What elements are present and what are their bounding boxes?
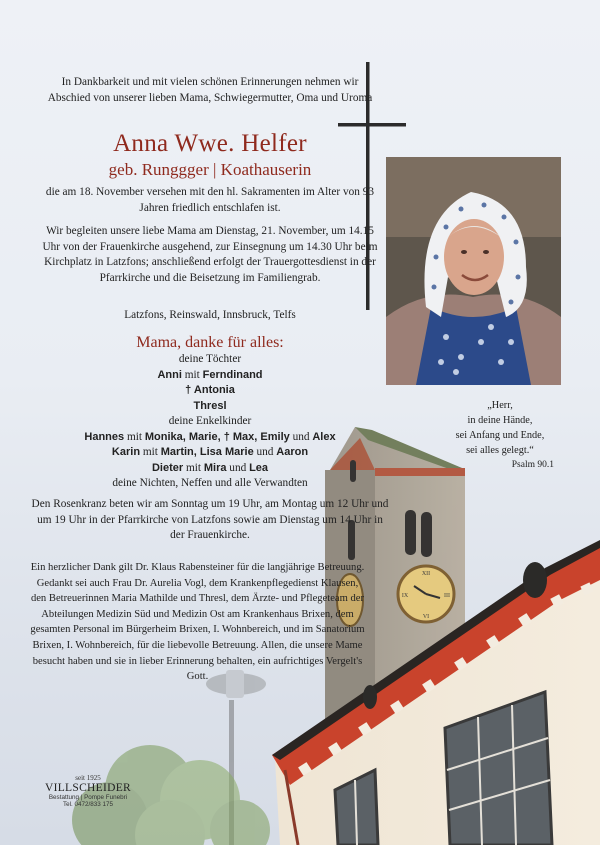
clock-numeral: III: [444, 593, 450, 599]
death-text: die am 18. November versehen mit den hl. Sakramenten im Alter von 93 Jahren friedlich entschlafen ist.: [45, 186, 375, 214]
funeral-text: Wir begleiten unsere liebe Mama am Dienstag, 21. November, um 14.15 Uhr von der Frauenkirche ausgehend, zur Einsegnung um 14.30 Uhr beim Kirchplatz in Latzfons; anschließend erfolgt der Trauergottesdienst in der Pfarrkirche und die Beisetzung im Familiengrab.: [42, 225, 378, 284]
family-line: [40, 383, 380, 399]
family-line: deine Nichten, Neffen und alle Verwandten: [112, 477, 308, 489]
logo-subtitle: Bestattung | Pompe Funebri: [48, 794, 128, 801]
connector: und: [289, 430, 313, 443]
connector: mit: [124, 430, 145, 443]
logo-since: seit 1925: [75, 774, 101, 782]
logo-brand: VILLSCHEIDER: [44, 782, 131, 794]
family-line: [40, 430, 380, 446]
clock-numeral: XII: [421, 571, 431, 577]
portrait-illustration: [386, 157, 561, 385]
connector: und: [253, 446, 277, 458]
family-member: Aaron: [276, 446, 309, 458]
quote-line: in deine Hände,: [467, 415, 533, 426]
family-member: Lea: [249, 461, 269, 474]
connector: mit: [183, 461, 204, 474]
family-list: [40, 352, 380, 492]
psalm-quote: [440, 398, 560, 473]
family-line: [40, 399, 380, 415]
places-line: Latzfons, Reinswald, Innsbruck, Telfs: [124, 309, 296, 321]
quote-reference: Psalm 90.1: [511, 460, 554, 470]
family-member: Hannes: [84, 430, 125, 443]
thanks-heading: Mama, danke für alles:: [136, 334, 284, 351]
family-member: Karin: [111, 446, 141, 458]
family-line: deine Töchter: [178, 353, 242, 365]
family-line: [40, 445, 380, 461]
portrait-photo: [386, 157, 561, 385]
family-line: deine Enkelkinder: [168, 415, 252, 427]
clock-numeral: VI: [422, 614, 430, 620]
logo-phone: Tel. 0472/833 175: [62, 801, 114, 808]
quote-line: „Herr,: [487, 400, 513, 411]
family-member: Anni: [157, 368, 182, 381]
family-member: Mira: [203, 461, 227, 474]
quote-line: sei Anfang und Ende,: [455, 430, 545, 441]
family-member: † Antonia: [185, 384, 235, 396]
family-line: [40, 368, 380, 384]
family-member: Thresl: [193, 399, 227, 412]
family-member: Martin, Lisa Marie: [160, 446, 254, 458]
deceased-name: Anna Wwe. Helfer: [113, 130, 307, 157]
acknowledgement-text: Ein herzlicher Dank gilt Dr. Klaus Rabensteiner für die langjährige Betreuung. Gedankt sei auch Frau Dr. Aurelia Vogl, dem Krankenpflegedienst Klausen, den Betreuerinnen Maria Mathilde und Thresl, dem Ärzte- und Pflegeteam der Abteilungen Medizin Süd und Medizin Ost am Krankenhaus Brixen, dem gesamten Personal im Bürgerheim Brixen, I. Wohnbereich, und im Sanatorium Brixen, I. Wohnbereich, für die liebevolle Betreuung. Allen, die unsere Mame besucht haben und sie in lieber Erinnerung behalten, ein aufrichtiges Vergelt's Gott.: [30, 562, 365, 683]
rosary-text: Den Rosenkranz beten wir am Sonntag um 19 Uhr, am Montag um 12 Uhr und um 19 Uhr in der Pfarrkirche von Latzfons sowie am Dienstag um 14 Uhr in der Frauenkirche.: [31, 498, 389, 541]
connector: und: [226, 461, 250, 474]
quote-line: sei alles gelegt.“: [466, 445, 534, 456]
clock-numeral: IX: [401, 593, 409, 599]
intro-text: In Dankbarkeit und mit vielen schönen Erinnerungen nehmen wir Abschied von unserer lieben Mama, Schwiegermutter, Oma und Uroma: [47, 76, 373, 104]
family-member: Ferndinand: [202, 368, 263, 381]
connector: mit: [181, 368, 203, 381]
family-line: [40, 461, 380, 477]
connector: mit: [140, 446, 161, 458]
family-member: Alex: [312, 430, 336, 443]
family-member: Dieter: [151, 461, 184, 474]
funeral-home-logo: [38, 774, 138, 808]
family-member: Monika, Marie, † Max, Emily: [144, 430, 290, 443]
birth-name-line: geb. Runggger | Koathauserin: [108, 160, 312, 179]
